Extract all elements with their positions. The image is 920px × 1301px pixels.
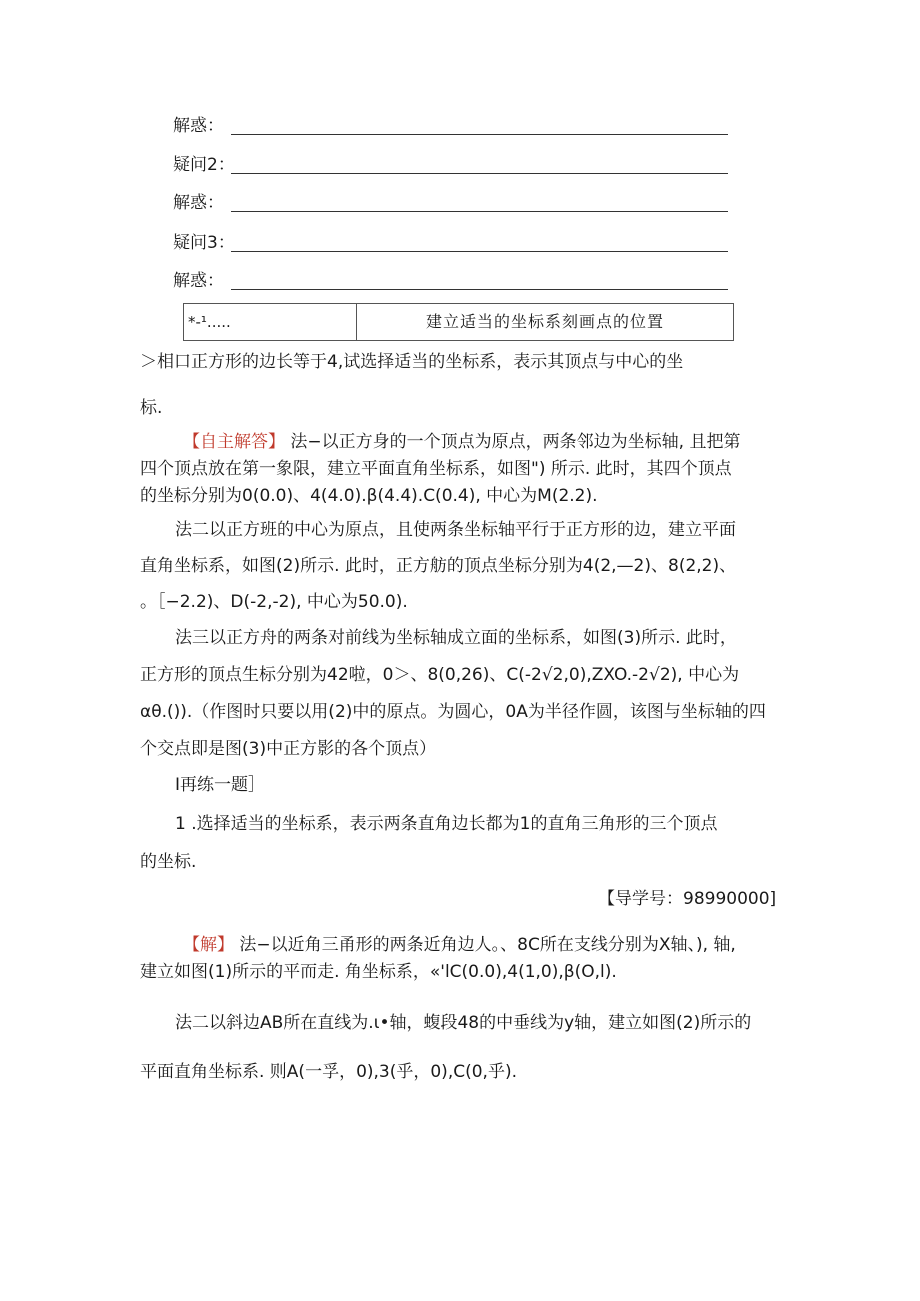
section-header-table bbox=[183, 303, 734, 341]
answer-p1-line-2: 四个顶点放在第一象限，建立平面直角坐标系，如图") 所示. 此时，其四个顶点 bbox=[140, 459, 732, 479]
blank-line[interactable] bbox=[231, 211, 728, 212]
answer-p2-line-2: 直角坐标系，如图(2)所示. 此时，正方舫的顶点坐标分别为4(2,—2)、8(2,2)、 bbox=[140, 556, 737, 576]
answer-row-2 bbox=[173, 191, 728, 217]
blank-line[interactable] bbox=[231, 134, 728, 135]
answer-row-1 bbox=[173, 114, 728, 140]
answer-p1-text: 法−以正方身的一个顶点为原点，两条邻边为坐标轴, 且把第 bbox=[290, 432, 741, 452]
blank-line[interactable] bbox=[231, 251, 728, 252]
row-label: 解惑： bbox=[173, 116, 224, 136]
row-label: 解惑： bbox=[173, 193, 224, 213]
row-label: 疑问3： bbox=[173, 233, 235, 253]
answer-p2-line-3: 。［−2.2)、D(-2,-2), 中心为50.0). bbox=[140, 592, 408, 612]
section-title-cell: 建立适当的坐标系刻画点的位置 bbox=[425, 312, 664, 331]
section-number-cell: *-¹..... bbox=[184, 304, 357, 340]
blank-line[interactable] bbox=[231, 173, 728, 174]
solution-line-1 bbox=[183, 933, 736, 957]
answer-p1-line-1 bbox=[183, 430, 740, 454]
question-row-3 bbox=[173, 231, 728, 257]
solution-line-2: 建立如图(1)所示的平而走. 角坐标系，«'lC(0.0),4(1,0),β(O,l). bbox=[140, 962, 617, 982]
solution-line-3: 法二以斜边AB所在直线为.ι•轴，蝮段48的中垂线为y轴，建立如图(2)所示的 bbox=[175, 1013, 752, 1033]
answer-row-3 bbox=[173, 269, 728, 295]
answer-p3-line-4: 个交点即是图(3)中正方影的各个顶点） bbox=[140, 739, 437, 759]
answer-p3-line-2: 正方形的顶点生标分别为42啦，0＞、8(0,26)、C(-2√2,0),ZXO.-2√2), 中心为 bbox=[140, 665, 740, 685]
problem-line-2: 标. bbox=[140, 398, 163, 418]
solution-line-4: 平面直角坐标系. 则A(一孚，0),3(乎，0),C(0,乎). bbox=[140, 1062, 517, 1082]
blank-line[interactable] bbox=[231, 289, 728, 290]
row-label: 疑问2： bbox=[173, 155, 235, 175]
answer-p3-line-1: 法三以正方舟的两条对前线为坐标轴成立面的坐标系，如图(3)所示. 此时， bbox=[175, 628, 737, 648]
problem-line-1: ＞相口正方形的边长等于4,试选择适当的坐标系，表示其顶点与中心的坐 bbox=[140, 352, 684, 372]
answer-p2-line-1: 法二以正方班的中心为原点，且使两条坐标轴平行于正方形的边，建立平面 bbox=[175, 520, 736, 540]
answer-tag: 【自主解答】 bbox=[183, 432, 285, 452]
practice-question-line-2: 的坐标. bbox=[140, 852, 197, 872]
reference-number: 【导学号：98990000] bbox=[598, 889, 777, 909]
question-row-2 bbox=[173, 153, 728, 179]
solution-tag: 【解】 bbox=[183, 935, 234, 955]
practice-question-line-1: 1 .选择适当的坐标系，表示两条直角边长都为1的直角三角形的三个顶点 bbox=[175, 814, 718, 834]
answer-p1-line-3: 的坐标分别为0(0.0)、4(4.0).β(4.4).C(0.4), 中心为M(2.2). bbox=[140, 486, 598, 506]
row-label: 解惑： bbox=[173, 271, 224, 291]
solution-text: 法−以近角三甬形的两条近角边人。、8C所在支线分别为X轴、), 轴, bbox=[239, 935, 736, 955]
answer-p3-line-3: αθ.()).（作图时只要以用(2)中的原点。为圆心，0A为半径作圆，该图与坐标轴的四 bbox=[140, 702, 766, 722]
practice-header: I再练一题］ bbox=[175, 775, 266, 795]
